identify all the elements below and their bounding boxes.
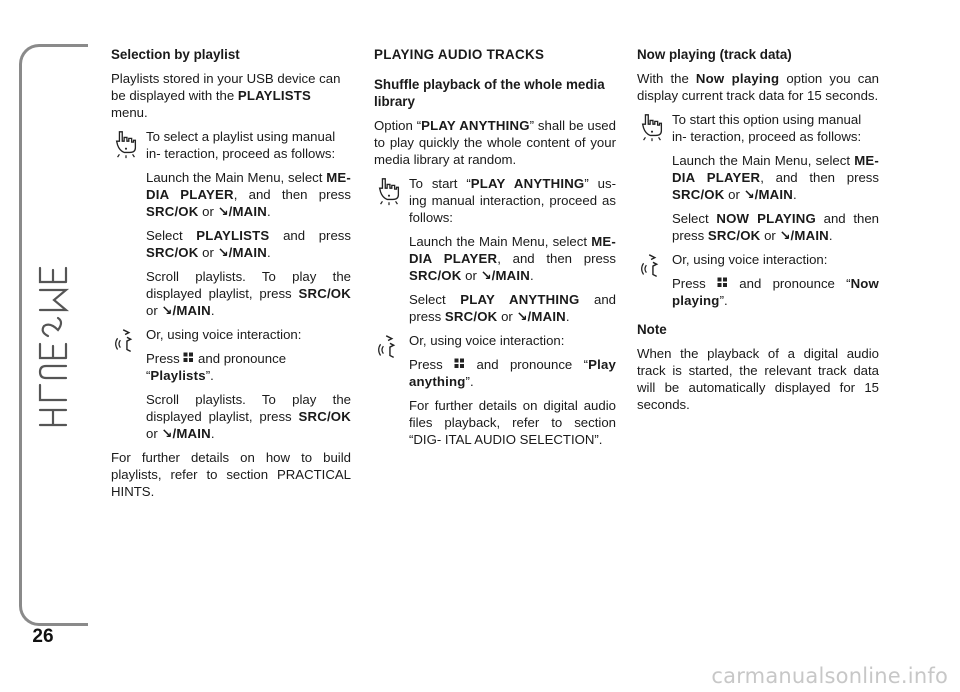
details-paragraph: For further details on digital audio files playback, refer to section “DIG- ITAL AUDIO SELECTION”. bbox=[409, 398, 616, 447]
menu-key: PLAYLISTS bbox=[237, 88, 311, 103]
src-ok-key: SRC/OK bbox=[672, 187, 725, 202]
text: Or, using voice interaction: bbox=[672, 252, 828, 267]
text: ” us- ing manual interaction, proceed as follows: bbox=[409, 176, 617, 225]
watermark: carmanualsonline.info bbox=[711, 664, 948, 688]
text: . bbox=[793, 187, 797, 202]
text: Or, using voice interaction: bbox=[409, 333, 565, 348]
menu-key: ME- DIA PLAYER bbox=[672, 153, 879, 185]
menu-key: ME- DIA PLAYER bbox=[146, 170, 351, 202]
main-key: /MAIN bbox=[790, 228, 829, 243]
text: ” shall be used to play quickly the whole content of your media library at random. bbox=[374, 118, 616, 167]
text: or bbox=[461, 268, 481, 283]
text: . bbox=[210, 303, 215, 318]
text: or bbox=[198, 245, 218, 260]
text: or bbox=[198, 204, 218, 219]
steering-voice-button-icon bbox=[717, 277, 728, 288]
steering-voice-button-icon bbox=[454, 358, 465, 369]
main-arrow-icon: ↘ bbox=[217, 245, 229, 260]
step-scroll-playlists bbox=[111, 268, 351, 319]
main-arrow-icon: ↘ bbox=[161, 303, 173, 318]
speaking-head-icon bbox=[113, 327, 139, 357]
text: or bbox=[146, 426, 162, 441]
step-select-now-playing bbox=[637, 210, 879, 244]
text: . bbox=[210, 426, 215, 441]
src-ok-key: SRC/OK bbox=[298, 409, 351, 424]
text: Scroll playlists. To play the displayed playlist, press bbox=[146, 269, 351, 301]
text: and pronounce “ bbox=[146, 351, 287, 383]
menu-key: PLAY ANYTHING bbox=[460, 292, 580, 307]
text: ”. bbox=[719, 293, 728, 308]
text: or bbox=[724, 187, 744, 202]
main-arrow-icon: ↘ bbox=[161, 426, 173, 441]
text: Select bbox=[672, 211, 717, 226]
voice-command: Now playing bbox=[672, 276, 880, 308]
text: Launch the Main Menu, select bbox=[672, 153, 855, 168]
intro-paragraph bbox=[637, 70, 879, 104]
text: and press bbox=[409, 292, 616, 324]
text: Press bbox=[146, 351, 184, 366]
text: or bbox=[760, 228, 780, 243]
column-selection-by-playlist bbox=[111, 46, 351, 507]
src-ok-key: SRC/OK bbox=[444, 309, 498, 324]
speaking-head-icon bbox=[376, 333, 402, 363]
text: ”. bbox=[205, 368, 214, 383]
src-ok-key: SRC/OK bbox=[146, 245, 199, 260]
text: and pronounce “ bbox=[465, 357, 589, 372]
text: Scroll playlists. To play the displayed playlist, press bbox=[146, 392, 351, 424]
note-paragraph: When the playback of a digital audio track is started, the relevant track data will be automatically displayed for 15 seconds. bbox=[637, 346, 879, 412]
step-select-playlists bbox=[111, 227, 351, 261]
step-launch-menu bbox=[637, 152, 879, 203]
text: and pronounce “ bbox=[728, 276, 851, 291]
menu-key: PLAYLISTS bbox=[196, 228, 270, 243]
text: ”. bbox=[465, 374, 474, 389]
section-title: PLAYING AUDIO TRACKS bbox=[374, 47, 545, 62]
column-now-playing bbox=[637, 46, 879, 420]
text: , and then press bbox=[497, 251, 616, 266]
step-select-play-anything bbox=[374, 291, 616, 325]
text: , and then press bbox=[760, 170, 879, 185]
text: Press bbox=[672, 276, 717, 291]
text: , and then press bbox=[233, 187, 351, 202]
manual-interaction-paragraph bbox=[374, 175, 616, 226]
text: Option “ bbox=[374, 118, 422, 133]
brand-logo bbox=[30, 260, 76, 430]
menu-key: Now playing bbox=[695, 71, 780, 86]
step-voice-command bbox=[374, 356, 616, 390]
column-playing-audio-tracks bbox=[374, 46, 616, 455]
voice-interaction-paragraph bbox=[111, 326, 351, 343]
step-launch-menu bbox=[111, 169, 351, 220]
text: option you can display current track data for 15 seconds. bbox=[637, 71, 879, 103]
text: . bbox=[267, 245, 271, 260]
hand-pointer-icon bbox=[639, 112, 665, 142]
src-ok-key: SRC/OK bbox=[298, 286, 351, 301]
menu-key: NOW PLAYING bbox=[716, 211, 816, 226]
text: To start this option using manual in- teraction, proceed as follows: bbox=[672, 112, 862, 144]
speaking-head-icon bbox=[639, 252, 665, 282]
step-launch-menu bbox=[374, 233, 616, 284]
src-ok-key: SRC/OK bbox=[409, 268, 462, 283]
text: Playlists stored in your USB device can be displayed with the bbox=[111, 71, 341, 103]
main-key: /MAIN bbox=[228, 204, 267, 219]
voice-interaction-paragraph bbox=[374, 332, 616, 349]
menu-key: PLAY ANYTHING bbox=[421, 118, 530, 133]
main-key: /MAIN bbox=[172, 426, 211, 441]
voice-command: Play anything bbox=[409, 357, 617, 389]
manual-interaction-paragraph bbox=[637, 111, 879, 145]
src-ok-key: SRC/OK bbox=[146, 204, 199, 219]
text: Or, using voice interaction: bbox=[146, 327, 302, 342]
intro-paragraph bbox=[374, 117, 616, 168]
text: . bbox=[530, 268, 534, 283]
page-number: 26 bbox=[32, 626, 54, 647]
text: and press bbox=[269, 228, 351, 243]
section-heading: Now playing (track data) bbox=[637, 47, 792, 62]
main-key: /MAIN bbox=[754, 187, 793, 202]
hand-pointer-icon bbox=[376, 176, 402, 206]
section-heading: Shuffle playback of the whole media library bbox=[374, 77, 605, 109]
menu-key: PLAY ANYTHING bbox=[470, 176, 585, 191]
main-key: /MAIN bbox=[228, 245, 267, 260]
main-key: /MAIN bbox=[172, 303, 211, 318]
src-ok-key: SRC/OK bbox=[707, 228, 761, 243]
text: Select bbox=[409, 292, 461, 307]
main-arrow-icon: ↘ bbox=[779, 228, 791, 243]
text: . bbox=[565, 309, 570, 324]
text: Launch the Main Menu, select bbox=[146, 170, 327, 185]
section-heading: Selection by playlist bbox=[111, 47, 240, 62]
manual-interaction-paragraph bbox=[111, 128, 351, 162]
step-scroll-playlists-voice bbox=[111, 391, 351, 442]
main-arrow-icon: ↘ bbox=[743, 187, 755, 202]
text: or bbox=[497, 309, 517, 324]
main-key: /MAIN bbox=[491, 268, 530, 283]
text: . bbox=[828, 228, 833, 243]
text: Launch the Main Menu, select bbox=[409, 234, 592, 249]
voice-command: Playlists bbox=[150, 368, 206, 383]
text: menu. bbox=[111, 105, 148, 120]
hand-pointer-icon bbox=[113, 129, 139, 159]
text: Select bbox=[146, 228, 197, 243]
main-arrow-icon: ↘ bbox=[516, 309, 528, 324]
text: . bbox=[267, 204, 271, 219]
step-voice-command bbox=[637, 275, 879, 309]
text: To start “ bbox=[409, 176, 471, 191]
text: To select a playlist using manual in- teraction, proceed as follows: bbox=[146, 129, 336, 161]
menu-key: ME- DIA PLAYER bbox=[409, 234, 616, 266]
note-heading: Note bbox=[637, 322, 667, 337]
text: and then press bbox=[672, 211, 879, 243]
main-arrow-icon: ↘ bbox=[480, 268, 492, 283]
text: or bbox=[146, 303, 162, 318]
voice-interaction-paragraph bbox=[637, 251, 879, 268]
footer-paragraph: For further details on how to build playlists, refer to section PRACTICAL HINTS. bbox=[111, 450, 351, 499]
step-voice-command bbox=[111, 350, 351, 384]
main-arrow-icon: ↘ bbox=[217, 204, 229, 219]
main-key: /MAIN bbox=[527, 309, 566, 324]
text: Press bbox=[409, 357, 455, 372]
text: With the bbox=[637, 71, 696, 86]
intro-paragraph bbox=[111, 70, 351, 121]
steering-voice-button-icon bbox=[183, 352, 194, 363]
